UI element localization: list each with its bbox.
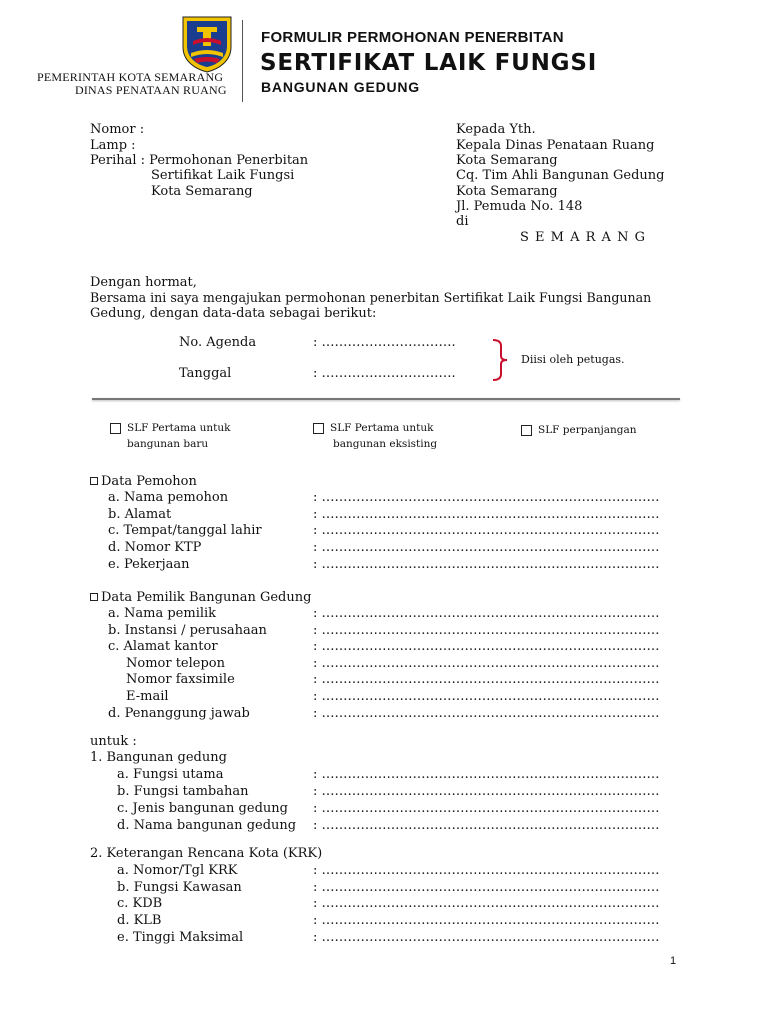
- perihal-line2: Sertifikat Laik Fungsi: [151, 168, 295, 183]
- recipient-line: Kota Semarang: [456, 184, 558, 199]
- fill-field[interactable]: : ……………………………………………………………………: [313, 767, 660, 782]
- field-label: e. Tinggi Maksimal: [117, 930, 244, 945]
- field-label: b. Alamat: [108, 507, 172, 522]
- section-data-pemohon: Data Pemohon: [90, 474, 197, 489]
- field-label: d. Nama bangunan gedung: [117, 818, 297, 833]
- section-bangunan-gedung: 1. Bangunan gedung: [90, 750, 227, 765]
- recipient-line: Cq. Tim Ahli Bangunan Gedung: [456, 168, 665, 183]
- perihal-line3: Kota Semarang: [151, 184, 253, 199]
- form-title-main: SERTIFIKAT LAIK FUNGSI: [260, 50, 598, 76]
- field-label: a. Fungsi utama: [117, 767, 224, 782]
- fill-field[interactable]: : ……………………………………………………………………: [313, 706, 660, 721]
- form-title-line1: FORMULIR PERMOHONAN PENERBITAN: [261, 29, 564, 46]
- field-label: b. Instansi / perusahaan: [108, 623, 267, 638]
- salutation: Dengan hormat,: [90, 275, 197, 290]
- agenda-no-field[interactable]: : ………………………….: [313, 335, 456, 350]
- field-label: c. Tempat/tanggal lahir: [108, 523, 262, 538]
- field-label: a. Nama pemohon: [108, 490, 229, 505]
- recipient-line: Kepala Dinas Penataan Ruang: [456, 138, 655, 153]
- city-emblem-icon: [181, 15, 233, 73]
- field-label: Nomor faxsimile: [126, 672, 235, 687]
- perihal-label: Perihal : Permohonan Penerbitan: [90, 153, 309, 168]
- field-label: c. Alamat kantor: [108, 639, 218, 654]
- fill-field[interactable]: : ……………………………………………………………………: [313, 507, 660, 522]
- recipient-line: Kepada Yth.: [456, 122, 536, 137]
- brace-icon: [491, 338, 515, 386]
- field-label: c. Jenis bangunan gedung: [117, 801, 288, 816]
- section-separator: [92, 398, 680, 400]
- recipient-line: Jl. Pemuda No. 148: [456, 199, 583, 214]
- fill-field[interactable]: : ……………………………………………………………………: [313, 818, 660, 833]
- fill-field[interactable]: : ……………………………………………………………………: [313, 656, 660, 671]
- fill-field[interactable]: : ……………………………………………………………………: [313, 863, 660, 878]
- field-label: e. Pekerjaan: [108, 557, 190, 572]
- recipient-city: S E M A R A N G: [520, 230, 646, 245]
- fill-field[interactable]: : ……………………………………………………………………: [313, 672, 660, 687]
- bullet-square-icon: [90, 593, 98, 601]
- field-label: Nomor telepon: [126, 656, 225, 671]
- nomor-label: Nomor :: [90, 122, 145, 137]
- fill-field[interactable]: : ……………………………………………………………………: [313, 930, 660, 945]
- intro-line1: Bersama ini saya mengajukan permohonan penerbitan Sertifikat Laik Fungsi Bangunan: [90, 290, 652, 305]
- checkbox-icon[interactable]: [521, 425, 532, 436]
- fill-field[interactable]: : ……………………………………………………………………: [313, 801, 660, 816]
- option-slf-baru[interactable]: SLF Pertama untuk bangunan baru: [110, 420, 231, 452]
- checkbox-icon[interactable]: [313, 423, 324, 434]
- fill-field[interactable]: : ……………………………………………………………………: [313, 623, 660, 638]
- agenda-date-field[interactable]: : ………………………….: [313, 366, 456, 381]
- lamp-label: Lamp :: [90, 138, 136, 153]
- intro-line2: Gedung, dengan data-data sebagai berikut:: [90, 306, 377, 321]
- fill-field[interactable]: : ……………………………………………………………………: [313, 540, 660, 555]
- section-krk: 2. Keterangan Rencana Kota (KRK): [90, 846, 323, 861]
- fill-field[interactable]: : ……………………………………………………………………: [313, 490, 660, 505]
- recipient-line: Kota Semarang: [456, 153, 558, 168]
- fill-field[interactable]: : ……………………………………………………………………: [313, 913, 660, 928]
- option-slf-perpanjangan[interactable]: SLF perpanjangan: [521, 422, 637, 438]
- field-label: d. Penanggung jawab: [108, 706, 250, 721]
- fill-field[interactable]: : ……………………………………………………………………: [313, 784, 660, 799]
- field-label: c. KDB: [117, 896, 163, 911]
- org-department: DINAS PENATAAN RUANG: [75, 83, 227, 97]
- agenda-date-label: Tanggal: [179, 366, 232, 381]
- fill-field[interactable]: : ……………………………………………………………………: [313, 639, 660, 654]
- field-label: a. Nama pemilik: [108, 606, 217, 621]
- section-data-pemilik: Data Pemilik Bangunan Gedung: [90, 590, 311, 605]
- page-number: 1: [670, 955, 677, 967]
- field-label: E-mail: [126, 689, 169, 704]
- field-label: a. Nomor/Tgl KRK: [117, 863, 238, 878]
- agenda-no-label: No. Agenda: [179, 335, 257, 350]
- form-title-line3: BANGUNAN GEDUNG: [261, 79, 420, 95]
- field-label: b. Fungsi tambahan: [117, 784, 249, 799]
- field-label: d. Nomor KTP: [108, 540, 202, 555]
- recipient-line: di: [456, 214, 469, 229]
- fill-field[interactable]: : ……………………………………………………………………: [313, 896, 660, 911]
- checkbox-icon[interactable]: [110, 423, 121, 434]
- fill-field[interactable]: : ……………………………………………………………………: [313, 880, 660, 895]
- fill-field[interactable]: : ……………………………………………………………………: [313, 557, 660, 572]
- fill-field[interactable]: : ……………………………………………………………………: [313, 606, 660, 621]
- agenda-note: Diisi oleh petugas.: [521, 353, 625, 366]
- field-label: b. Fungsi Kawasan: [117, 880, 242, 895]
- bullet-square-icon: [90, 477, 98, 485]
- untuk-label: untuk :: [90, 734, 137, 749]
- header-divider: [242, 20, 243, 102]
- org-name: PEMERINTAH KOTA SEMARANG: [37, 70, 224, 84]
- option-slf-eksisting[interactable]: SLF Pertama untuk bangunan eksisting: [313, 420, 437, 452]
- fill-field[interactable]: : ……………………………………………………………………: [313, 523, 660, 538]
- field-label: d. KLB: [117, 913, 162, 928]
- fill-field[interactable]: : ……………………………………………………………………: [313, 689, 660, 704]
